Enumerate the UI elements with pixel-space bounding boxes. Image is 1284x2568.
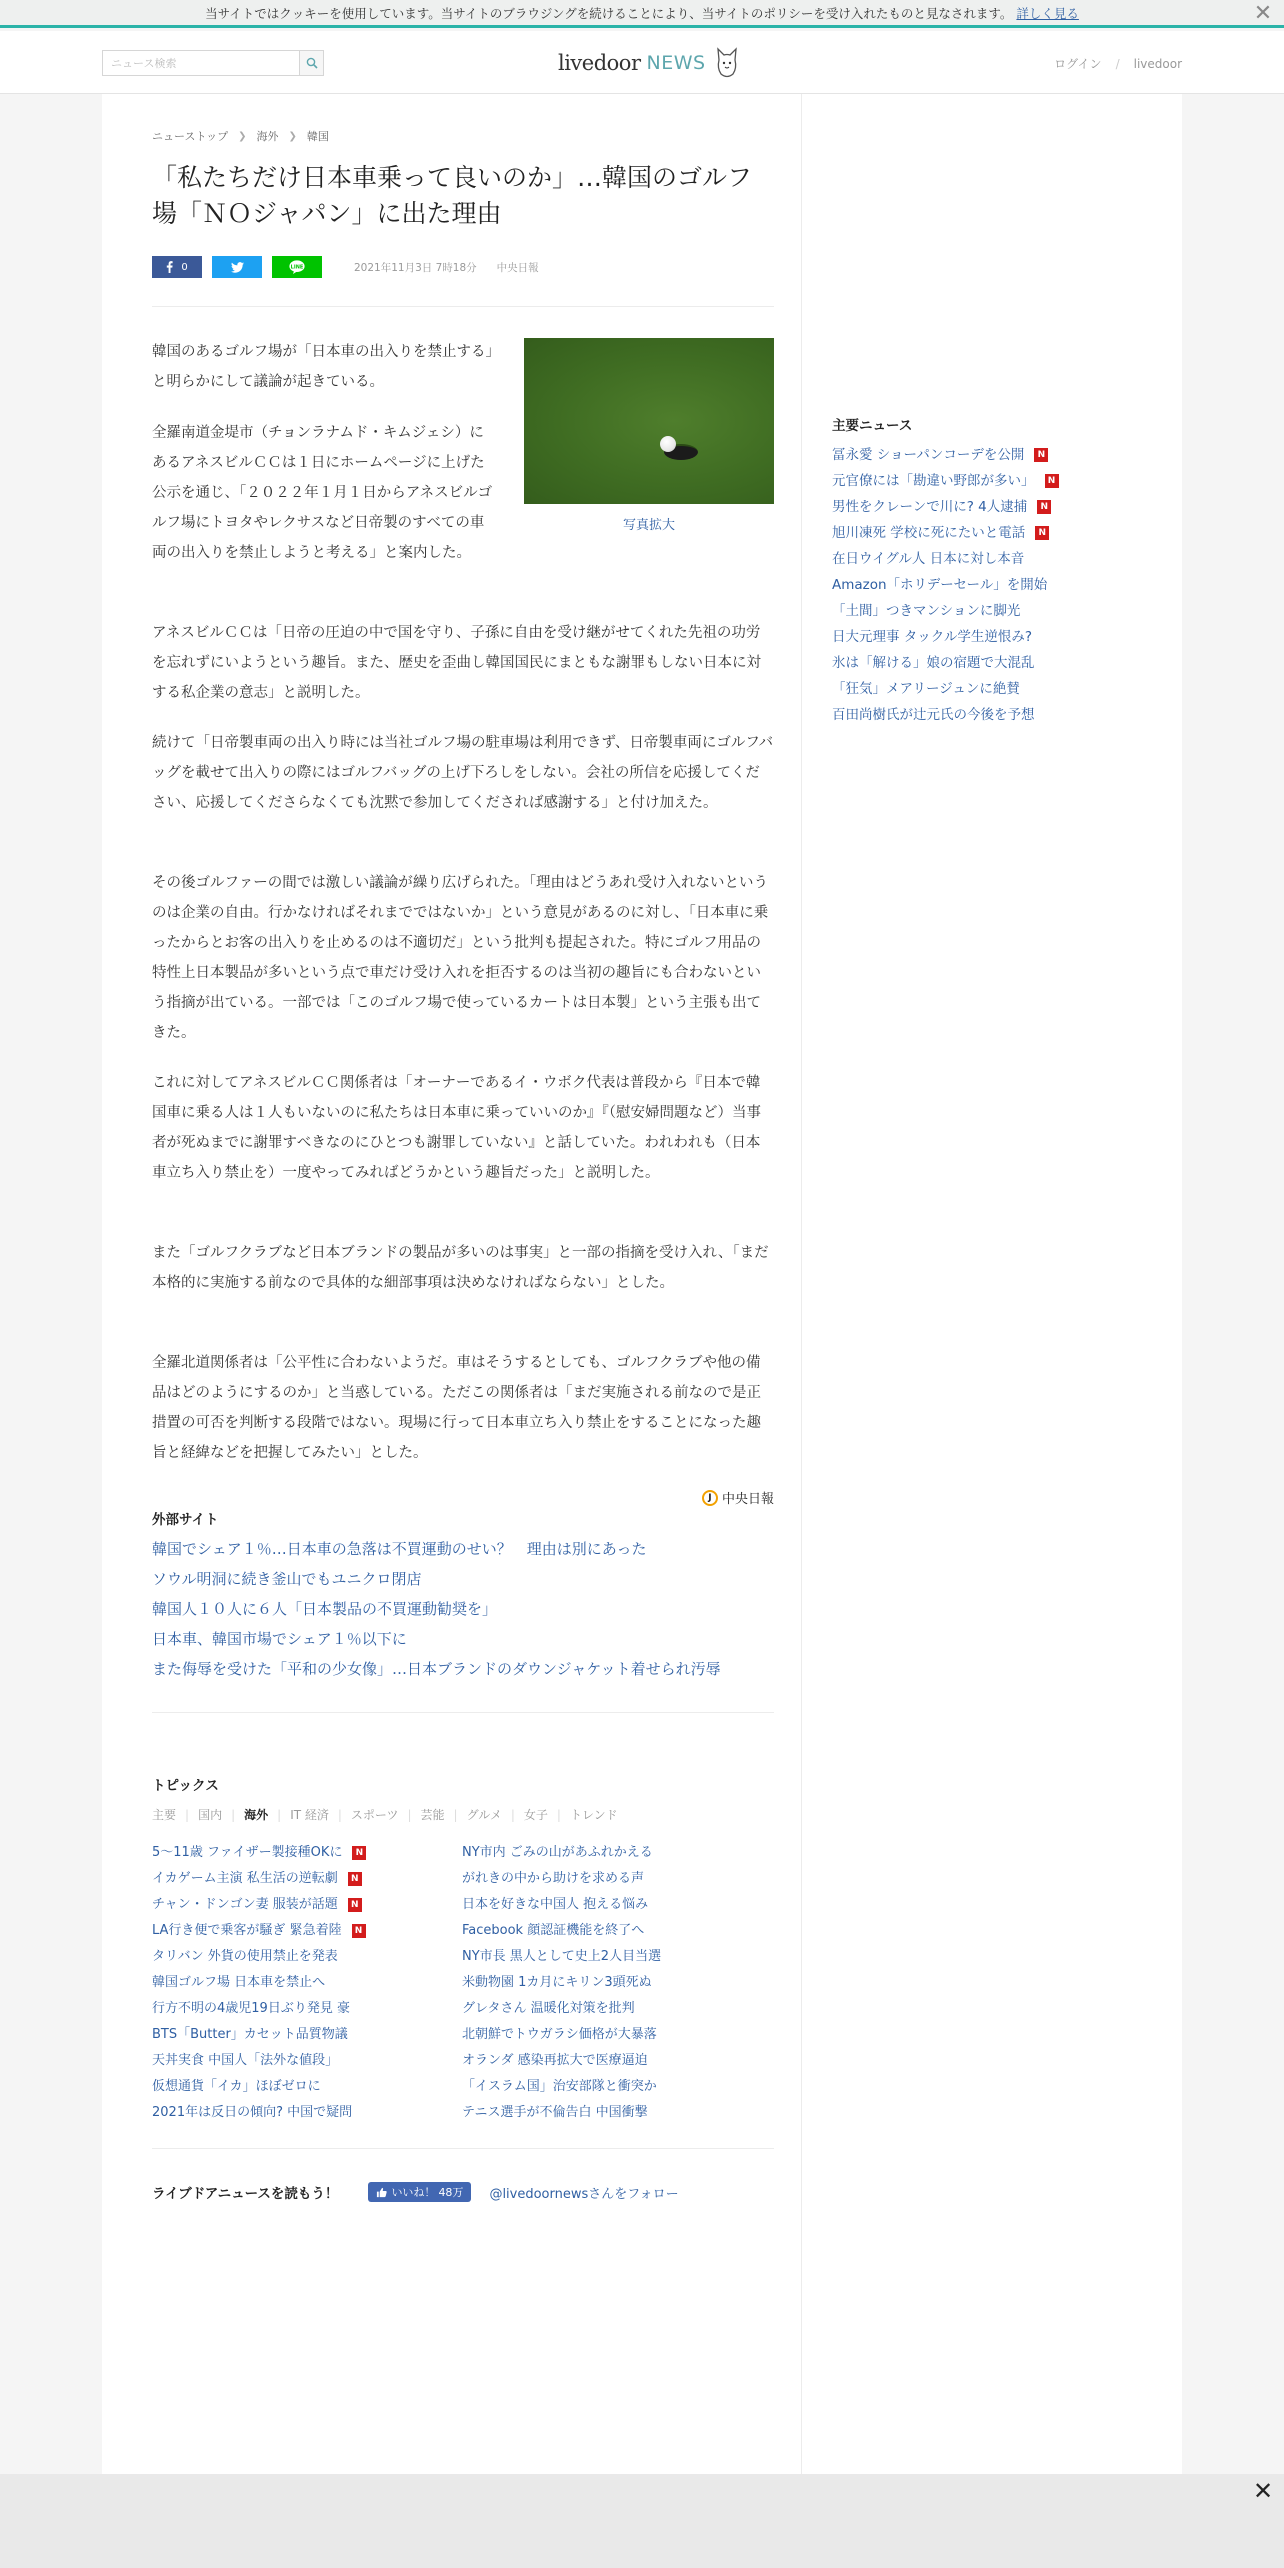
topic-item-text: グレタさん 温暖化対策を批判	[462, 2001, 635, 2016]
joongang-logo-icon: J	[702, 1490, 718, 1506]
topic-item[interactable]	[152, 1866, 452, 1892]
sidebar-news-item[interactable]	[832, 520, 1152, 546]
logo-news: NEWS	[646, 52, 706, 74]
topic-item-text: 米動物園 1カ月にキリン3頭死ぬ	[462, 1975, 652, 1990]
search-input[interactable]	[103, 51, 299, 75]
breadcrumb-item-world[interactable]: 海外	[256, 130, 279, 143]
topic-item-text: チャン・ドンゴン妻 服装が話題	[152, 1897, 338, 1912]
breadcrumb-item-korea[interactable]: 韓国	[306, 130, 329, 143]
tab-sports[interactable]: スポーツ	[350, 1808, 399, 1822]
article-paragraph: また「ゴルフクラブなど日本ブランドの製品が多いのは事実」と一部の指摘を受け入れ、「まだ本格的に実施する前なので具体的な細部事項は決めなければならない」とした。	[152, 1245, 769, 1291]
topic-item[interactable]	[152, 1996, 452, 2022]
facebook-like-count: 48万	[438, 2186, 464, 2199]
external-link[interactable]: また侮辱を受けた「平和の少女像」…日本ブランドのダウンジャケット着せられ汚辱	[152, 1660, 721, 1678]
tab-women[interactable]: 女子	[523, 1808, 548, 1822]
topic-item-text: タリバン 外貨の使用禁止を発表	[152, 1949, 338, 1964]
topic-item[interactable]	[462, 1944, 762, 1970]
external-link[interactable]: 韓国でシェア１％…日本車の急落は不買運動のせい？ 理由は別にあった	[152, 1540, 647, 1558]
sidebar-news-item[interactable]	[832, 442, 1152, 468]
topic-item-text: 行方不明の4歳児19日ぶり発見 豪	[152, 2001, 350, 2016]
logo-livedoor: livedoor	[558, 51, 641, 75]
tab-trend[interactable]: トレンド	[569, 1808, 618, 1822]
topic-item-text: Facebook 顔認証機能を終了へ	[462, 1923, 645, 1938]
topic-item[interactable]	[462, 1918, 762, 1944]
tab-separator: |	[453, 1807, 458, 1822]
topic-item[interactable]	[462, 1840, 762, 1866]
new-badge: N	[348, 1872, 362, 1886]
divider	[152, 2148, 774, 2149]
new-badge: N	[352, 1924, 366, 1938]
line-share-button[interactable]	[272, 256, 322, 278]
line-icon	[289, 260, 305, 274]
sidebar-news-item-text: 旭川凍死 学校に死にたいと電話	[832, 525, 1026, 541]
mascot-icon	[714, 46, 740, 80]
sidebar-news-item-text: 男性をクレーンで川に? 4人逮捕	[832, 499, 1028, 515]
topic-item[interactable]	[152, 2100, 452, 2126]
facebook-icon	[166, 261, 173, 273]
topic-item-text: 5～11歳 ファイザー製接種OKに	[152, 1845, 343, 1860]
cookie-more-link[interactable]: 詳しく見る	[1016, 6, 1079, 21]
topic-item[interactable]	[462, 1866, 762, 1892]
topic-item[interactable]	[462, 1970, 762, 1996]
livedoor-link[interactable]: livedoor	[1133, 56, 1182, 71]
topic-item-text: 日本を好きな中国人 抱える悩み	[462, 1897, 649, 1912]
thumbs-up-icon	[376, 2187, 387, 2198]
topics-right-column	[462, 1840, 762, 2126]
topic-item[interactable]	[152, 1840, 452, 1866]
divider	[152, 1712, 774, 1713]
tab-domestic[interactable]: 国内	[198, 1808, 223, 1822]
facebook-share-count: 0	[181, 261, 188, 273]
tab-separator: |	[556, 1807, 561, 1822]
topic-item-text: NY市内 ごみの山があふれかえる	[462, 1845, 653, 1860]
tab-it-economy[interactable]: IT 経済	[290, 1808, 329, 1822]
chevron-right-icon: ❯	[288, 130, 297, 142]
external-link[interactable]: 韓国人１０人に６人「日本製品の不買運動勧奨を」	[152, 1600, 498, 1618]
topic-item-text: 天丼実食 中国人「法外な値段」	[152, 2053, 339, 2068]
topic-item-text: LA行き便で乗客が騒ぎ 緊急着陸	[152, 1923, 342, 1938]
new-badge: N	[352, 1846, 366, 1860]
facebook-like-button[interactable]	[368, 2182, 471, 2202]
follow-label: ライブドアニュースを読もう！	[152, 2186, 339, 2202]
topic-item[interactable]	[462, 1996, 762, 2022]
bottom-ad-banner	[0, 2474, 1284, 2568]
external-heading: 外部サイト	[152, 1512, 219, 1528]
topic-item[interactable]	[462, 2074, 762, 2100]
topic-item-text: オランダ 感染再拡大で医療逼迫	[462, 2053, 648, 2068]
sidebar-news-item-text: 在日ウイグル人 日本に対し本音	[832, 551, 1025, 567]
tab-main[interactable]: 主要	[152, 1808, 177, 1822]
sidebar-news-item[interactable]	[832, 676, 1152, 702]
twitter-share-button[interactable]	[212, 256, 262, 278]
new-badge: N	[1045, 474, 1059, 488]
tab-separator: |	[185, 1807, 190, 1822]
new-badge: N	[1035, 526, 1049, 540]
sidebar-news-item[interactable]	[832, 598, 1152, 624]
topic-item[interactable]	[152, 2022, 452, 2048]
golf-ball	[660, 436, 676, 452]
sidebar-news-item[interactable]	[832, 702, 1152, 728]
article-date: 2021年11月3日 7時18分	[354, 261, 477, 274]
topic-item[interactable]	[462, 2022, 762, 2048]
external-link[interactable]: 日本車、韓国市場でシェア１％以下に	[152, 1630, 407, 1648]
article-paragraph: 韓国のあるゴルフ場が「日本車の出入りを禁止する」と明らかにして議論が起きている。	[152, 344, 493, 390]
source-logo-text: 中央日報	[721, 1492, 774, 1507]
sidebar-news-item[interactable]	[832, 572, 1152, 598]
main-column	[102, 94, 802, 2474]
topic-item[interactable]	[462, 1892, 762, 1918]
article-photo[interactable]	[524, 338, 774, 504]
photo-enlarge-link[interactable]: 写真拡大	[622, 518, 675, 533]
topic-item-text: 北朝鮮でトウガラシ価格が大暴落	[462, 2027, 657, 2042]
sidebar-news-item-text: 冨永愛 ショーパンコーデを公開	[832, 447, 1025, 463]
header-links	[1054, 55, 1182, 72]
search-icon	[306, 57, 318, 69]
tab-separator: |	[231, 1807, 236, 1822]
topics-heading: トピックス	[152, 1778, 219, 1794]
facebook-like-label: いいね！	[391, 2186, 436, 2199]
article-source: 中央日報	[496, 261, 539, 274]
topics-left-column	[152, 1840, 452, 2126]
divider	[152, 306, 774, 307]
article-paragraph: その後ゴルファーの間では激しい議論が繰り広げられた。「理由はどうあれ受け入れないというのは企業の自由。行かなければそれまでではないか」という意見があるのに対し、「日本車に乗ったからとお客の出入りを止めるのは不適切だ」という批判も提起された。特にゴルフ用品の特性上日本製品が多いという点で車だけ受け入れを拒否するのは当初の趣旨にも合わないという指摘が出ている。一部では「このゴルフ場で使っているカートは日本製」という主張も出てきた。	[152, 875, 769, 1041]
article-paragraph: 全羅南道金堤市（チョンラナムド・キムジェシ）にあるアネスビルＣＣは１日にホームページに上げた公示を通じ、「２０２２年１月１日からアネスビルゴルフ場にトヨタやレクサスなど日帝製のすべての車両の出入りを禁止しようと考える」と案内した。	[152, 425, 493, 561]
cookie-banner	[0, 0, 1284, 28]
facebook-share-button[interactable]	[152, 256, 202, 278]
topic-item-text: イカゲーム主演 私生活の逆転劇	[152, 1871, 338, 1886]
tab-separator: |	[407, 1807, 412, 1822]
topic-item-text: 仮想通貨「イカ」ほぼゼロに	[152, 2079, 321, 2094]
topic-item-text: 2021年は反日の傾向? 中国で疑問	[152, 2105, 353, 2120]
article-paragraph: 続けて「日帝製車両の出入り時には当社ゴルフ場の駐車場は利用できず、日帝製車両にゴルフバッグを載せて出入りの際にはゴルフバッグの上げ下ろしをしない。会社の所信を応援してください、応援してくださらなくても沈黙で参加してくだされば感謝する」と付け加えた。	[152, 735, 774, 811]
article-paragraph: アネスビルＣＣは「日帝の圧迫の中で国を守り、子孫に自由を受け継がせてくれた先祖の功労を忘れずにいようという趣旨。また、歴史を歪曲し韓国国民にまともな謝罪もしない日本に対する私企業の意志」と説明した。	[152, 625, 761, 701]
svg-text:LINE: LINE	[290, 264, 304, 271]
new-badge: N	[348, 1898, 362, 1912]
sidebar-news-list	[832, 442, 1152, 728]
share-row	[152, 256, 539, 278]
sidebar-news-item[interactable]	[832, 624, 1152, 650]
topic-item-text: テニス選手が不倫告白 中国衝撃	[462, 2105, 648, 2120]
breadcrumb	[152, 128, 329, 144]
search-box	[102, 50, 324, 76]
article-title: 「私たちだけ日本車乗って良いのか」…韓国のゴルフ場「ＮＯジャパン」に出た理由	[152, 163, 753, 228]
source-logo	[702, 1488, 774, 1507]
external-link[interactable]: ソウル明洞に続き釜山でもユニクロ閉店	[152, 1570, 422, 1588]
breadcrumb-item-top[interactable]: ニューストップ	[152, 130, 229, 143]
follow-row	[152, 2182, 679, 2202]
tab-separator: |	[277, 1807, 282, 1822]
twitter-follow-link[interactable]: @livedoornewsさんをフォロー	[489, 2186, 679, 2202]
topic-item[interactable]	[152, 2048, 452, 2074]
site-header	[0, 31, 1284, 94]
tab-separator: |	[337, 1807, 342, 1822]
sidebar-news-item-text: 元官僚には「勘違い野郎が多い」	[832, 473, 1035, 489]
sidebar-news-item-text: Amazon「ホリデーセール」を開始	[832, 577, 1048, 593]
ad-close-icon[interactable]: ✕	[1252, 2477, 1274, 2505]
topic-item-text: BTS「Butter」カセット品質物議	[152, 2027, 348, 2042]
topic-item-text: 「イスラム国」治安部隊と衝突か	[462, 2079, 657, 2094]
cookie-close-icon[interactable]: ✕	[1253, 1, 1273, 26]
article-paragraph: これに対してアネスビルＣＣ関係者は「オーナーであるイ・ウボク代表は普段から『日本で韓国車に乗る人は１人もいないのに私たちは日本車に乗っていいのか』『（慰安婦問題など）当事者が死ぬまでに謝罪すべきなのにひとつも謝罪していない』と話していた。われわれも（日本車立ち入り禁止を）一度やってみればどうかという趣旨だった」と説明した。	[152, 1075, 761, 1181]
sidebar-news-item[interactable]	[832, 494, 1152, 520]
new-badge: N	[1037, 500, 1051, 514]
topic-item[interactable]	[462, 2048, 762, 2074]
topic-item[interactable]	[152, 1892, 452, 1918]
sidebar-news-item[interactable]	[832, 546, 1152, 572]
sidebar-news-item-text: 氷は「解ける」娘の宿題で大混乱	[832, 655, 1035, 671]
chevron-right-icon: ❯	[238, 130, 247, 142]
topic-item-text: がれきの中から助けを求める声	[462, 1871, 645, 1886]
sidebar-news-item[interactable]	[832, 650, 1152, 676]
sidebar-news-item-text: 「土間」つきマンションに脚光	[832, 603, 1021, 619]
sidebar-news-item-text: 日大元理事 タックル学生逆恨み?	[832, 629, 1033, 645]
page-content	[102, 94, 1182, 2474]
topic-item[interactable]	[462, 2100, 762, 2126]
topic-item-text: NY市長 黒人として史上2人目当選	[462, 1949, 662, 1964]
tab-entertainment[interactable]: 芸能	[420, 1808, 445, 1822]
topic-item[interactable]	[152, 1970, 452, 1996]
topic-item[interactable]	[152, 1944, 452, 1970]
login-link[interactable]: ログイン	[1054, 57, 1102, 71]
search-button[interactable]	[299, 51, 323, 75]
topics-tabs	[152, 1806, 618, 1823]
topic-item[interactable]	[152, 2074, 452, 2100]
external-links	[152, 1534, 774, 1684]
sidebar-news-item-text: 「狂気」メアリージュンに絶賛	[832, 681, 1020, 697]
tab-world[interactable]: 海外	[244, 1808, 269, 1822]
topic-item[interactable]	[152, 1918, 452, 1944]
tab-gourmet[interactable]: グルメ	[466, 1808, 502, 1822]
tab-separator: |	[510, 1807, 515, 1822]
twitter-icon	[231, 262, 244, 273]
sidebar-news-item[interactable]	[832, 468, 1152, 494]
sidebar-heading: 主要ニュース	[832, 418, 913, 434]
article-paragraph: 全羅北道関係者は「公平性に合わないようだ。車はそうするとしても、ゴルフクラブや他の備品はどのようにするのか」と当惑している。ただこの関係者は「まだ実施される前なので是正措置の可否を判断する段階ではない。現場に行って日本車立ち入り禁止をすることになった趣旨と経緯などを把握してみたい」とした。	[152, 1355, 761, 1461]
topic-item-text: 韓国ゴルフ場 日本車を禁止へ	[152, 1975, 326, 1990]
sidebar-news-item-text: 百田尚樹氏が辻元氏の今後を予想	[832, 707, 1035, 723]
new-badge: N	[1034, 448, 1048, 462]
site-logo[interactable]	[558, 45, 740, 81]
cookie-text: 当サイトではクッキーを使用しています。当サイトのブラウジングを続けることにより、当サイトのポリシーを受け入れたものと見なされます。	[205, 6, 1013, 21]
header-separator: /	[1115, 56, 1120, 71]
